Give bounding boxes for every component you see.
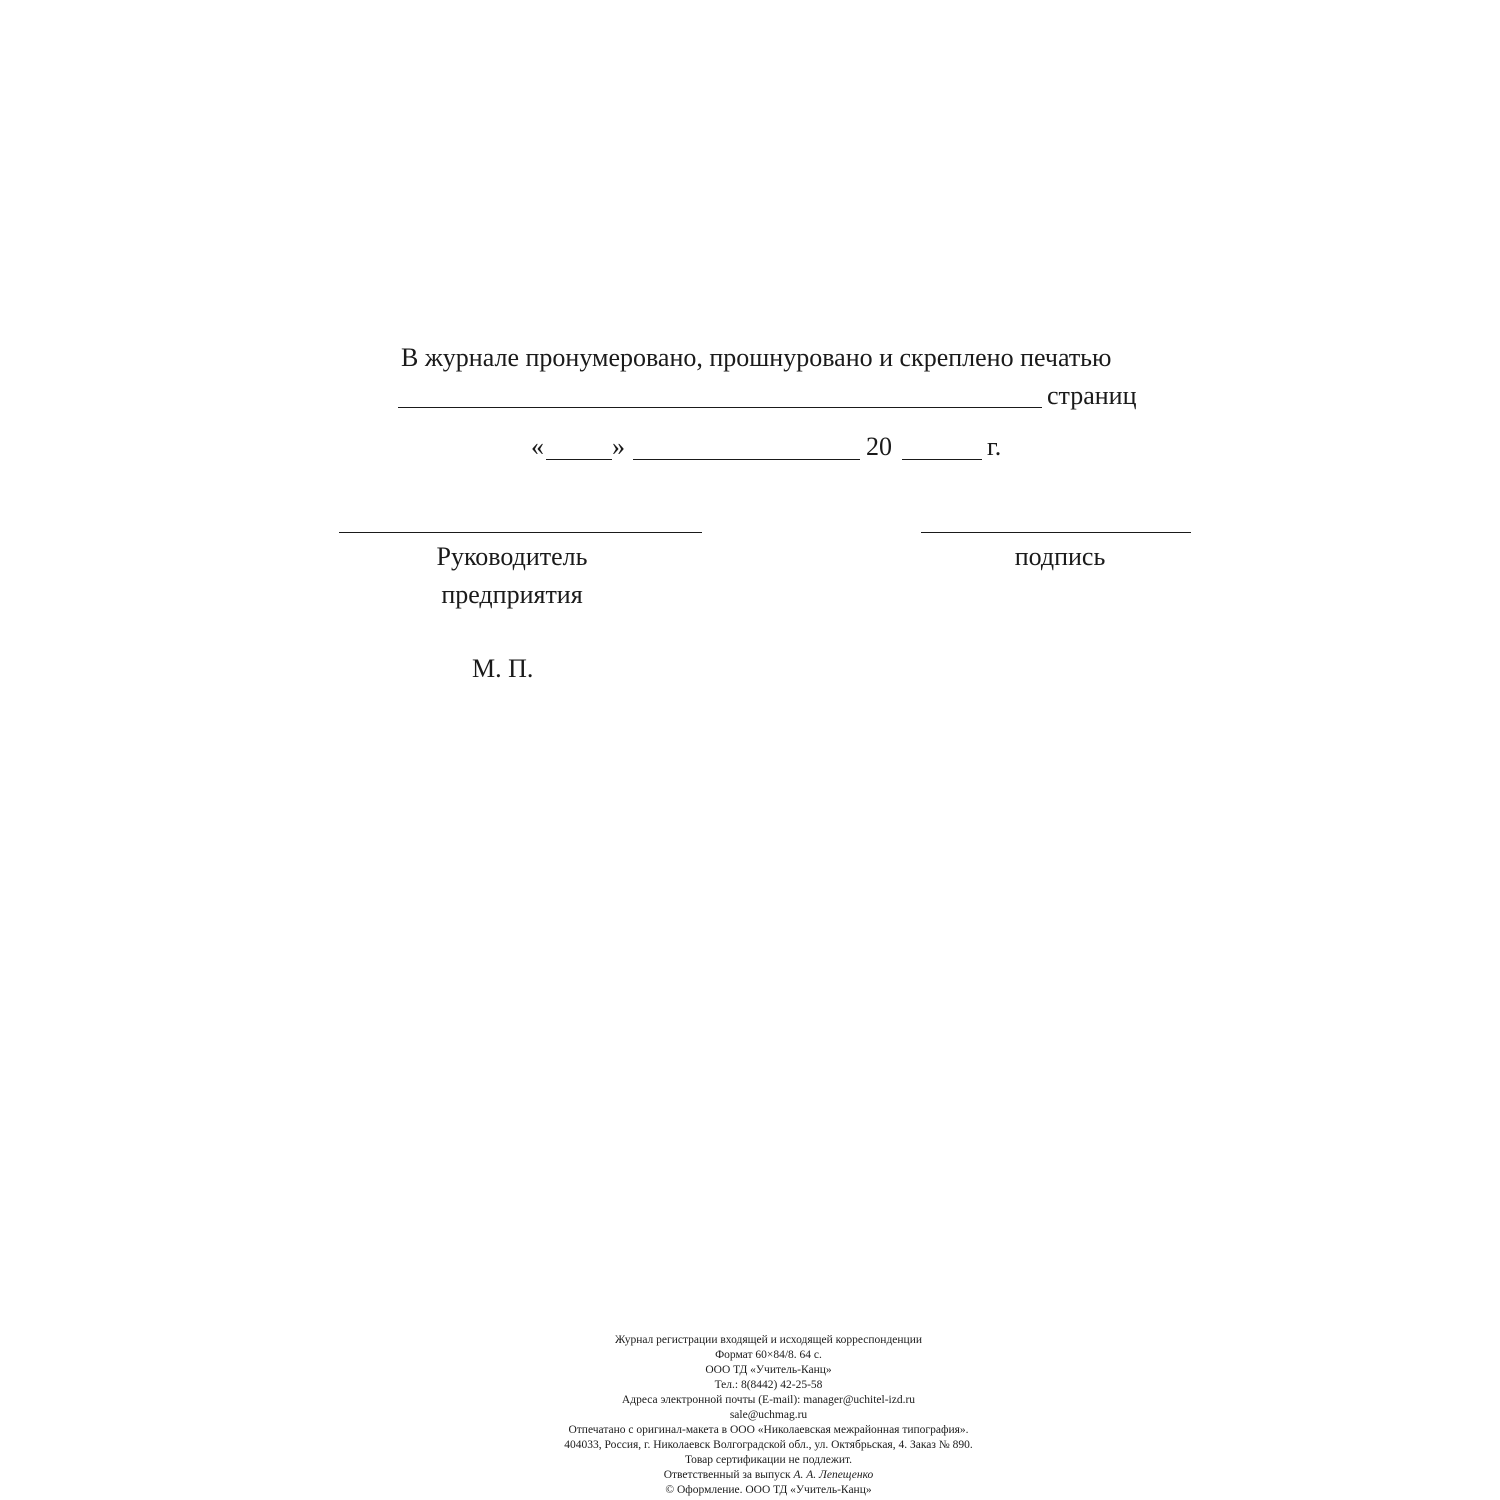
imprint-responsible <box>0 1468 1500 1483</box>
imprint-design: © Оформление. ООО ТД «Учитель-Канц» <box>665 1484 872 1496</box>
year-blank <box>902 459 982 460</box>
date-close-quote: » <box>612 432 625 461</box>
imprint-address: 404033, Россия, г. Николаевск Волгоградской обл., ул. Октябрьская, 4. Заказ № 890. <box>564 1439 973 1451</box>
imprint-phone: Тел.: 8(8442) 42-25-58 <box>714 1379 823 1391</box>
head-label-line2: предприятия <box>441 580 583 609</box>
imprint-certification-note: Товар сертификации не подлежит. <box>684 1454 853 1466</box>
pages-count-blank <box>398 407 1042 408</box>
imprint-responsible-name: А. А. Лепещенко <box>793 1469 874 1481</box>
signature-blank <box>921 532 1191 533</box>
day-blank <box>546 459 612 460</box>
imprint-responsible-prefix: Ответственный за выпуск <box>663 1469 791 1481</box>
imprint-publisher: ООО ТД «Учитель-Канц» <box>705 1364 832 1376</box>
imprint-printed-by: Отпечатано с оригинал-макета в ООО «Николаевская межрайонная типография». <box>568 1424 969 1436</box>
imprint-email2: sale@uchmag.ru <box>729 1409 808 1421</box>
date-open-quote: « <box>531 432 544 461</box>
imprint-email: Адреса электронной почты (E-mail): manager@uchitel-izd.ru <box>621 1394 916 1406</box>
head-name-blank <box>339 532 702 533</box>
signature-label: подпись <box>1014 542 1106 571</box>
certification-line: В журнале пронумеровано, прошнуровано и скреплено печатью <box>401 343 1112 372</box>
publisher-imprint <box>0 1333 1500 1498</box>
imprint-title: Журнал регистрации входящей и исходящей корреспонденции <box>614 1334 923 1346</box>
year-prefix: 20 <box>866 432 892 461</box>
year-suffix: г. <box>987 432 1002 461</box>
head-label-line1: Руководитель <box>436 542 588 571</box>
month-blank <box>633 459 860 460</box>
pages-word: страниц <box>1047 381 1137 410</box>
stamp-place: М. П. <box>472 654 534 683</box>
imprint-format: Формат 60×84/8. 64 с. <box>715 1349 822 1361</box>
